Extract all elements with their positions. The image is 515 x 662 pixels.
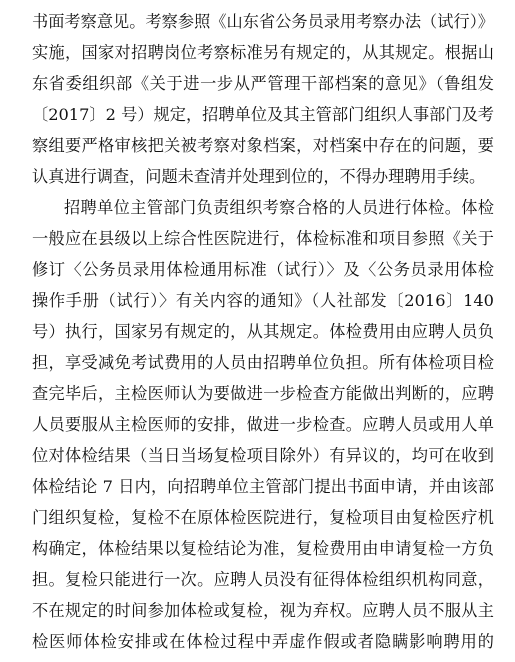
text-line: 人员要服从主检医师的安排，做进一步检查。应聘人员或用人单 — [32, 415, 494, 434]
text-line: 门组织复检，复检不在原体检医院进行，复检项目由复检医疗机 — [32, 508, 494, 527]
text-line: 〔2017〕2 号）规定，招聘单位及其主管部门组织人事部门及考 — [32, 105, 494, 124]
text-line: 操作手册（试行）〉有关内容的通知》（人社部发〔2016〕140 — [32, 291, 494, 310]
text-line: 实施，国家对招聘岗位考察标准另有规定的，从其规定。根据山 — [32, 43, 494, 62]
text-line: 位对体检结果（当日当场复检项目除外）有异议的，均可在收到 — [32, 446, 494, 465]
text-line: 认真进行调查，问题未查清并处理到位的，不得办理聘用手续。 — [32, 167, 486, 186]
text-line: 书面考察意见。考察参照《山东省公务员录用考察办法（试行）》 — [32, 12, 494, 31]
text-line: 号）执行，国家另有规定的，从其规定。体检费用由应聘人员负 — [32, 322, 494, 341]
text-line: 体检结论 7 日内，向招聘单位主管部门提出书面申请，并由该部 — [32, 477, 494, 496]
text-line: 担。复检只能进行一次。应聘人员没有征得体检组织机构同意， — [32, 570, 494, 589]
text-line: 查完毕后，主检医师认为要做进一步检查方能做出判断的，应聘 — [32, 384, 494, 403]
text-line: 一般应在县级以上综合性医院进行，体检标准和项目参照《关于 — [32, 229, 494, 248]
text-line: 检医师体检安排或在体检过程中弄虚作假或者隐瞒影响聘用的 — [32, 632, 494, 651]
text-line: 担，享受减免考试费用的人员由招聘单位负担。所有体检项目检 — [32, 353, 494, 372]
text-line: 不在规定的时间参加体检或复检，视为弃权。应聘人员不服从主 — [32, 601, 494, 620]
text-line: 东省委组织部《关于进一步从严管理干部档案的意见》（鲁组发 — [32, 74, 494, 93]
text-line: 修订〈公务员录用体检通用标准（试行）〉及〈公务员录用体检 — [32, 260, 494, 279]
text-line: 构确定，体检结果以复检结论为准，复检费用由申请复检一方负 — [32, 539, 494, 558]
paragraph-first-line: 招聘单位主管部门负责组织考察合格的人员进行体检。体检 — [64, 198, 494, 217]
text-line: 察组要严格审核把关被考察对象档案，对档案中存在的问题，要 — [32, 136, 494, 155]
